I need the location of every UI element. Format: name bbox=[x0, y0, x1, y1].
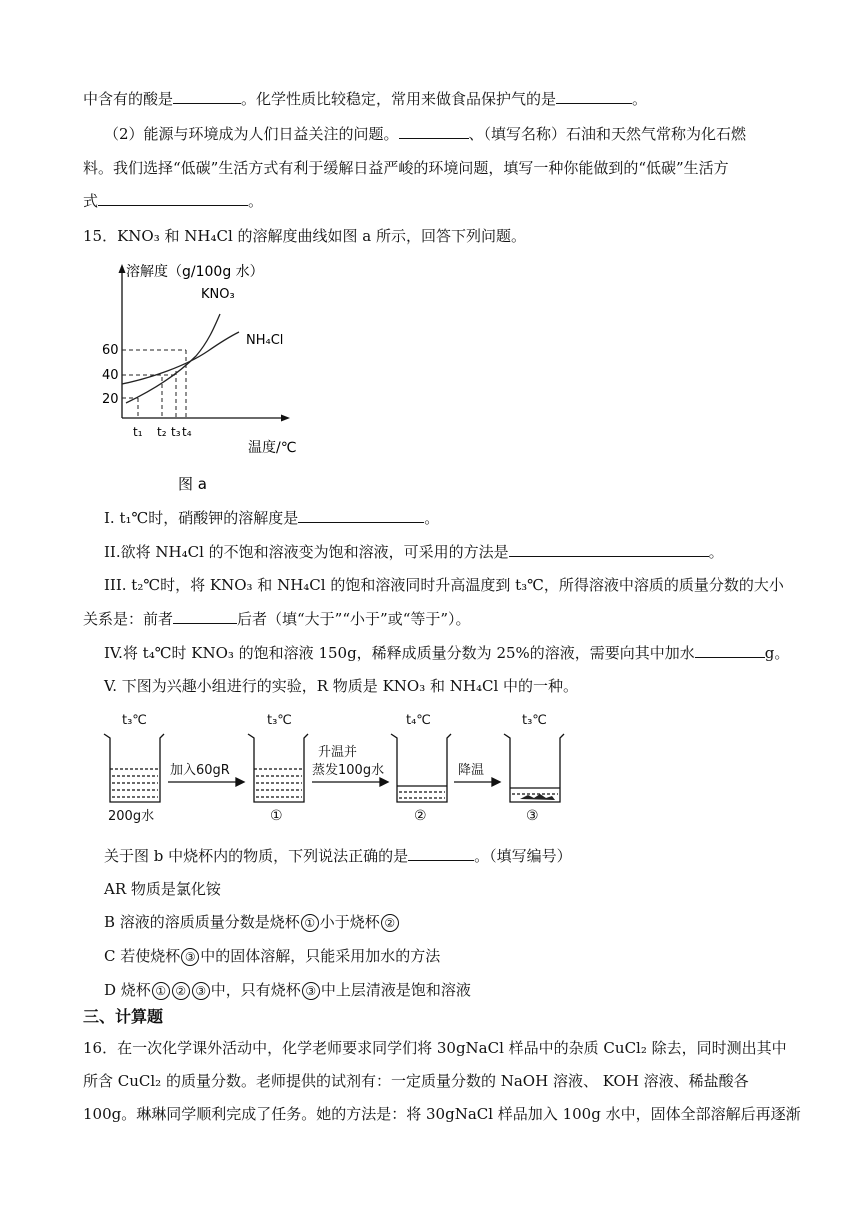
beaker-0 bbox=[104, 734, 164, 802]
answer-blank[interactable] bbox=[173, 609, 237, 624]
q15-question-V: 关于图 b 中烧杯内的物质，下列说法正确的是 。（填写编号） bbox=[104, 847, 572, 865]
kno3-label: KNO₃ bbox=[201, 287, 235, 302]
option-c: C 若使烧杯 ③ 中的固体溶解，只能采用加水的方法 bbox=[104, 947, 441, 965]
experiment-diagram bbox=[100, 706, 570, 828]
q15-part-IV: IV.将 t₄℃时 KNO₃ 的饱和溶液 150g，稀释成质量分数为 25%的溶液，需要向其中加水 g。 bbox=[104, 644, 790, 662]
answer-blank[interactable] bbox=[173, 89, 241, 104]
arrow-1-label: 加入60gR bbox=[170, 763, 230, 778]
temp-label-1: t₃℃ bbox=[122, 713, 147, 728]
temp-label-2: t₃℃ bbox=[267, 713, 292, 728]
arrow-2 bbox=[312, 778, 388, 786]
q15-part-III-2: 关系是：前者 后者（填“大于”“小于”或“等于”）。 bbox=[83, 610, 471, 628]
answer-blank[interactable] bbox=[556, 89, 632, 104]
y-tick-60: 60 bbox=[102, 343, 119, 358]
q15-part-I: I. t₁℃时，硝酸钾的溶解度是 。 bbox=[104, 509, 440, 527]
q15-stem: 15．KNO₃ 和 NH₄Cl 的溶解度曲线如图 a 所示，回答下列问题。 bbox=[83, 227, 527, 245]
temp-label-3: t₄℃ bbox=[406, 713, 431, 728]
solubility-graph bbox=[96, 256, 316, 501]
answer-blank[interactable] bbox=[98, 191, 248, 206]
crystal-precipitate bbox=[520, 794, 555, 800]
arrow-2-label-top: 升温并 bbox=[318, 745, 358, 760]
x-tick-t4: t₄ bbox=[182, 425, 192, 439]
y-tick-40: 40 bbox=[102, 368, 119, 383]
answer-blank[interactable] bbox=[509, 542, 709, 557]
answer-blank[interactable] bbox=[298, 508, 424, 523]
arrow-1 bbox=[168, 778, 244, 786]
answer-blank[interactable] bbox=[408, 846, 474, 861]
x-tick-t1: t₁ bbox=[133, 425, 143, 439]
option-b: B 溶液的溶质质量分数是烧杯 ① 小于烧杯 ② bbox=[104, 912, 400, 932]
q15-part-V: V. 下图为兴趣小组进行的实验，R 物质是 KNO₃ 和 NH₄Cl 中的一种。 bbox=[104, 677, 579, 695]
arrow-3 bbox=[454, 778, 500, 786]
q14-line4: 式 。 bbox=[83, 192, 264, 210]
y-tick-20: 20 bbox=[102, 392, 119, 407]
q16-line2: 所含 CuCl₂ 的质量分数。老师提供的试剂有：一定质量分数的 NaOH 溶液、 KOH 溶液、稀盐酸各 bbox=[83, 1072, 749, 1090]
x-tick-t2: t₂ bbox=[157, 425, 167, 439]
q14-line3: 料。我们选择“低碳”生活方式有利于缓解日益严峻的环境问题，填写一种你能做到的“低碳”生活方 bbox=[83, 159, 729, 177]
beaker-0-label: 200g水 bbox=[108, 809, 155, 824]
figure-caption: 图 a bbox=[178, 475, 207, 493]
arrow-3-label: 降温 bbox=[458, 763, 485, 778]
x-axis-label: 温度/℃ bbox=[248, 440, 297, 456]
q15-part-III-1: III. t₂℃时，将 KNO₃ 和 NH₄Cl 的饱和溶液同时升高温度到 t₃℃，所得溶液中溶质的质量分数的大小 bbox=[104, 576, 784, 594]
temp-label-4: t₃℃ bbox=[522, 713, 547, 728]
beaker-2-label: ② bbox=[414, 808, 427, 824]
answer-blank[interactable] bbox=[695, 643, 765, 658]
beaker-1 bbox=[248, 734, 308, 802]
beaker-2 bbox=[391, 734, 451, 802]
q14-line2: （2）能源与环境成为人们日益关注的问题。 、（填写名称）石油和天然气常称为化石燃 bbox=[104, 125, 747, 143]
beaker-3-label: ③ bbox=[526, 808, 539, 824]
option-a: AR 物质是氯化铵 bbox=[104, 880, 221, 898]
y-axis-label: 溶解度（g/100g 水） bbox=[126, 264, 264, 280]
q14-line1: 中含有的酸是 。化学性质比较稳定，常用来做食品保护气的是 。 bbox=[83, 90, 648, 108]
option-d: D 烧杯 ① ② ③ 中，只有烧杯 ③ 中上层清液是饱和溶液 bbox=[104, 981, 471, 999]
arrow-2-label-bottom: 蒸发100g水 bbox=[312, 763, 385, 778]
beaker-1-label: ① bbox=[270, 808, 283, 824]
q16-line1: 16．在一次化学课外活动中，化学老师要求同学们将 30gNaCl 样品中的杂质 CuCl₂ 除去，同时测出其中 bbox=[83, 1039, 787, 1057]
q16-line3: 100g。琳琳同学顺利完成了任务。她的方法是：将 30gNaCl 样品加入 100g 水中，固体全部溶解后再逐渐 bbox=[83, 1105, 801, 1123]
x-tick-t3: t₃ bbox=[171, 425, 181, 439]
nh4cl-curve bbox=[122, 332, 239, 384]
q15-part-II: II.欲将 NH₄Cl 的不饱和溶液变为饱和溶液，可采用的方法是 。 bbox=[104, 543, 724, 561]
kno3-curve bbox=[126, 314, 220, 403]
answer-blank[interactable] bbox=[399, 124, 469, 139]
nh4cl-label: NH₄Cl bbox=[246, 333, 284, 348]
section-heading: 三、计算题 bbox=[83, 1007, 164, 1026]
beaker-3 bbox=[504, 734, 564, 802]
